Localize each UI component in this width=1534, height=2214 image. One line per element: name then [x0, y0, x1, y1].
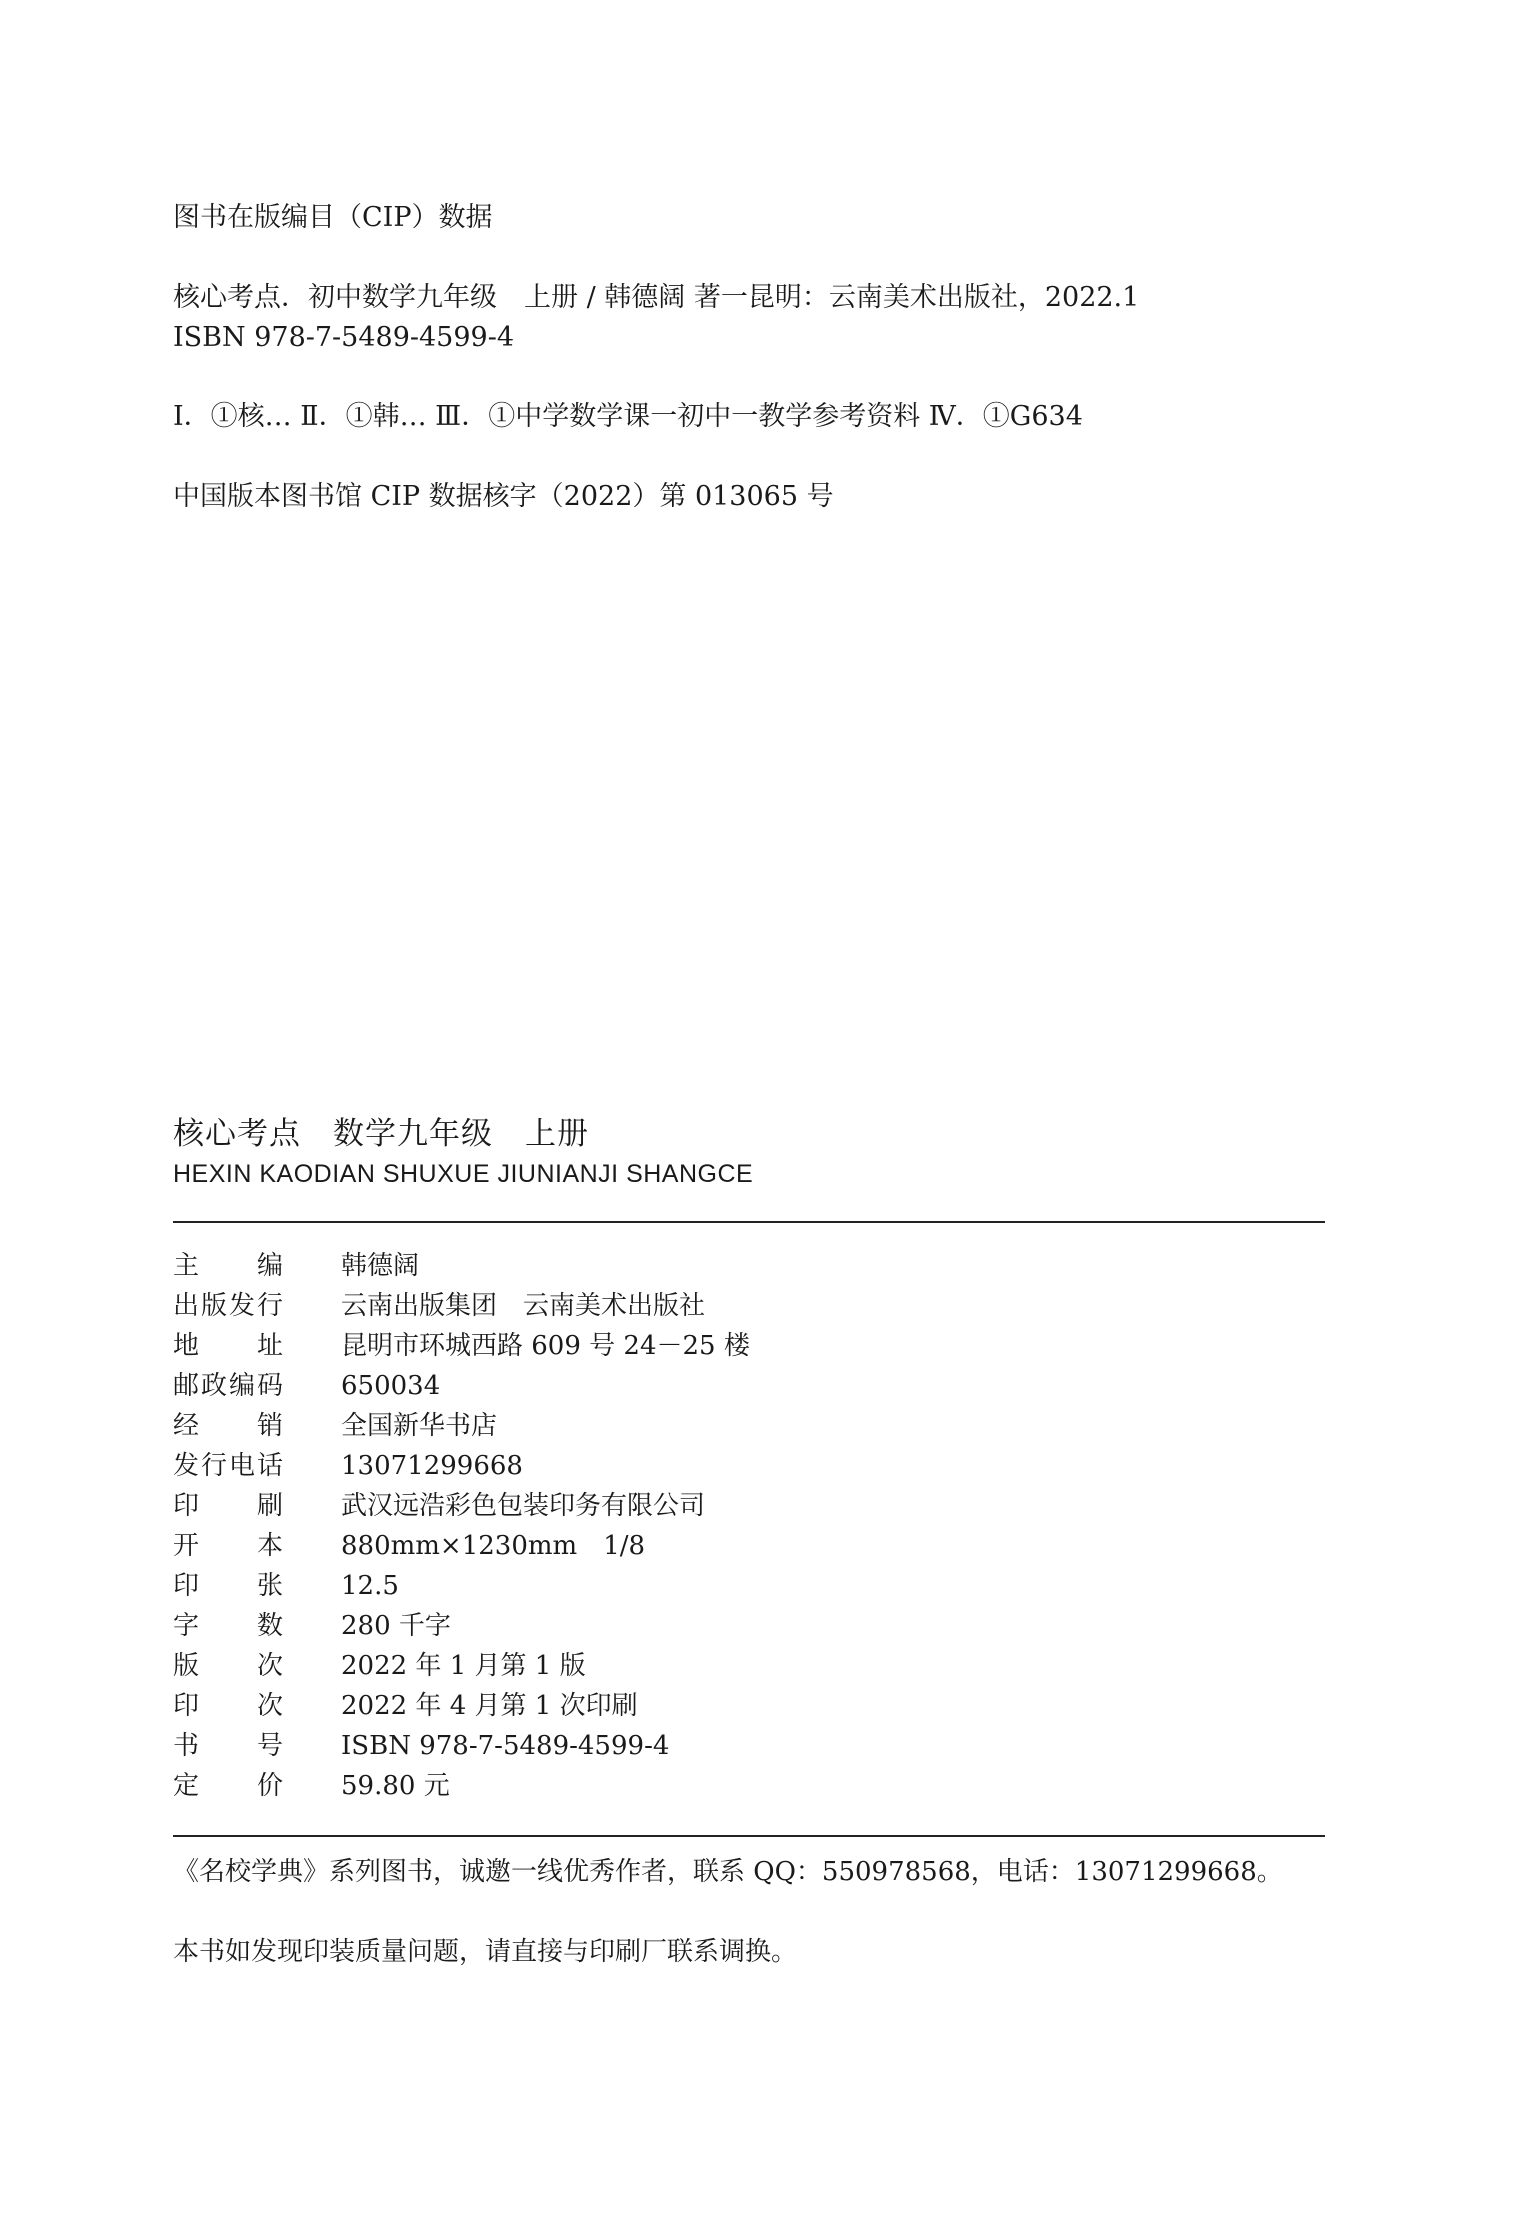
info-value: 280 千字 — [341, 1611, 451, 1641]
info-label-char: 印 — [173, 1571, 200, 1601]
info-label-char: 书 — [173, 1731, 200, 1761]
info-row — [173, 1646, 750, 1686]
book-title-pinyin: HEXIN KAODIAN SHUXUE JIUNIANJI SHANGCE — [173, 1160, 754, 1188]
info-label — [173, 1286, 283, 1326]
info-value: 13071299668 — [341, 1451, 523, 1481]
info-row — [173, 1406, 750, 1446]
info-value: ISBN 978-7-5489-4599-4 — [341, 1731, 670, 1761]
info-label-char: 发 — [228, 1291, 255, 1321]
info-label-char: 发 — [173, 1451, 200, 1481]
info-label-char: 次 — [256, 1691, 283, 1721]
book-title: 核心考点 数学九年级 上册 — [173, 1116, 589, 1152]
info-value: 2022 年 1 月第 1 版 — [341, 1651, 586, 1681]
info-label-char: 号 — [256, 1731, 283, 1761]
info-label-char: 版 — [200, 1291, 227, 1321]
publication-info-table — [173, 1246, 750, 1806]
info-label-char: 印 — [173, 1691, 200, 1721]
info-label — [173, 1526, 283, 1566]
info-label — [173, 1406, 283, 1446]
info-label-char: 印 — [173, 1491, 200, 1521]
quality-notice: 本书如发现印装质量问题，请直接与印刷厂联系调换。 — [173, 1937, 798, 1967]
info-value: 昆明市环城西路 609 号 24－25 楼 — [341, 1331, 750, 1361]
info-label-char: 数 — [256, 1611, 283, 1641]
info-row — [173, 1286, 750, 1326]
info-label-char: 字 — [173, 1611, 200, 1641]
info-label-char: 次 — [256, 1651, 283, 1681]
info-value: 880mm×1230mm 1/8 — [341, 1531, 646, 1561]
info-label-char: 主 — [173, 1251, 200, 1281]
author-recruitment-note: 《名校学典》系列图书，诚邀一线优秀作者，联系 QQ：550978568，电话：13071299668。 — [173, 1857, 1283, 1887]
info-label-char: 址 — [256, 1331, 283, 1361]
info-label-char: 张 — [256, 1571, 283, 1601]
cip-isbn: ISBN 978-7-5489-4599-4 — [173, 322, 515, 353]
cip-classification: Ⅰ．①核… Ⅱ．①韩… Ⅲ．①中学数学课一初中一教学参考资料 Ⅳ．①G634 — [173, 401, 1083, 432]
info-label-char: 话 — [256, 1451, 283, 1481]
info-label-char: 编 — [228, 1371, 255, 1401]
info-label — [173, 1486, 283, 1526]
info-value: 650034 — [341, 1371, 441, 1401]
info-row — [173, 1366, 750, 1406]
info-label — [173, 1326, 283, 1366]
info-row — [173, 1326, 750, 1366]
bottom-divider — [173, 1835, 1325, 1837]
info-label-char: 销 — [256, 1411, 283, 1441]
info-row — [173, 1486, 750, 1526]
info-label — [173, 1246, 283, 1286]
info-label-char: 编 — [256, 1251, 283, 1281]
info-label — [173, 1686, 283, 1726]
cip-title: 图书在版编目（CIP）数据 — [173, 202, 493, 233]
info-label-char: 价 — [256, 1771, 283, 1801]
info-label-char: 行 — [200, 1451, 227, 1481]
info-label-char: 出 — [173, 1291, 200, 1321]
info-label-char: 行 — [256, 1291, 283, 1321]
info-row — [173, 1526, 750, 1566]
info-label — [173, 1606, 283, 1646]
info-row — [173, 1686, 750, 1726]
info-value: 59.80 元 — [341, 1771, 450, 1801]
info-label-char: 刷 — [256, 1491, 283, 1521]
info-row — [173, 1726, 750, 1766]
cip-record-number: 中国版本图书馆 CIP 数据核字（2022）第 013065 号 — [173, 481, 834, 512]
info-label-char: 邮 — [173, 1371, 200, 1401]
info-row — [173, 1566, 750, 1606]
info-label — [173, 1646, 283, 1686]
info-value: 2022 年 4 月第 1 次印刷 — [341, 1691, 638, 1721]
top-divider — [173, 1221, 1325, 1223]
info-value: 12.5 — [341, 1571, 399, 1601]
info-row — [173, 1246, 750, 1286]
info-label — [173, 1726, 283, 1766]
info-label-char: 经 — [173, 1411, 200, 1441]
info-row — [173, 1606, 750, 1646]
info-label-char: 码 — [256, 1371, 283, 1401]
info-label — [173, 1766, 283, 1806]
info-label — [173, 1366, 283, 1406]
cip-book-entry: 核心考点．初中数学九年级 上册 / 韩德阔 著一昆明：云南美术出版社，2022.1 — [173, 282, 1140, 313]
info-label-char: 政 — [200, 1371, 227, 1401]
info-value: 全国新华书店 — [341, 1411, 498, 1441]
info-label — [173, 1566, 283, 1606]
info-value: 韩德阔 — [341, 1251, 420, 1281]
info-row — [173, 1446, 750, 1486]
info-label-char: 版 — [173, 1651, 200, 1681]
info-label-char: 开 — [173, 1531, 200, 1561]
info-row — [173, 1766, 750, 1806]
info-value: 武汉远浩彩色包装印务有限公司 — [341, 1491, 706, 1521]
info-label-char: 地 — [173, 1331, 200, 1361]
info-label-char: 电 — [228, 1451, 255, 1481]
info-label-char: 定 — [173, 1771, 200, 1801]
info-label-char: 本 — [256, 1531, 283, 1561]
info-value: 云南出版集团 云南美术出版社 — [341, 1291, 706, 1321]
info-label — [173, 1446, 283, 1486]
